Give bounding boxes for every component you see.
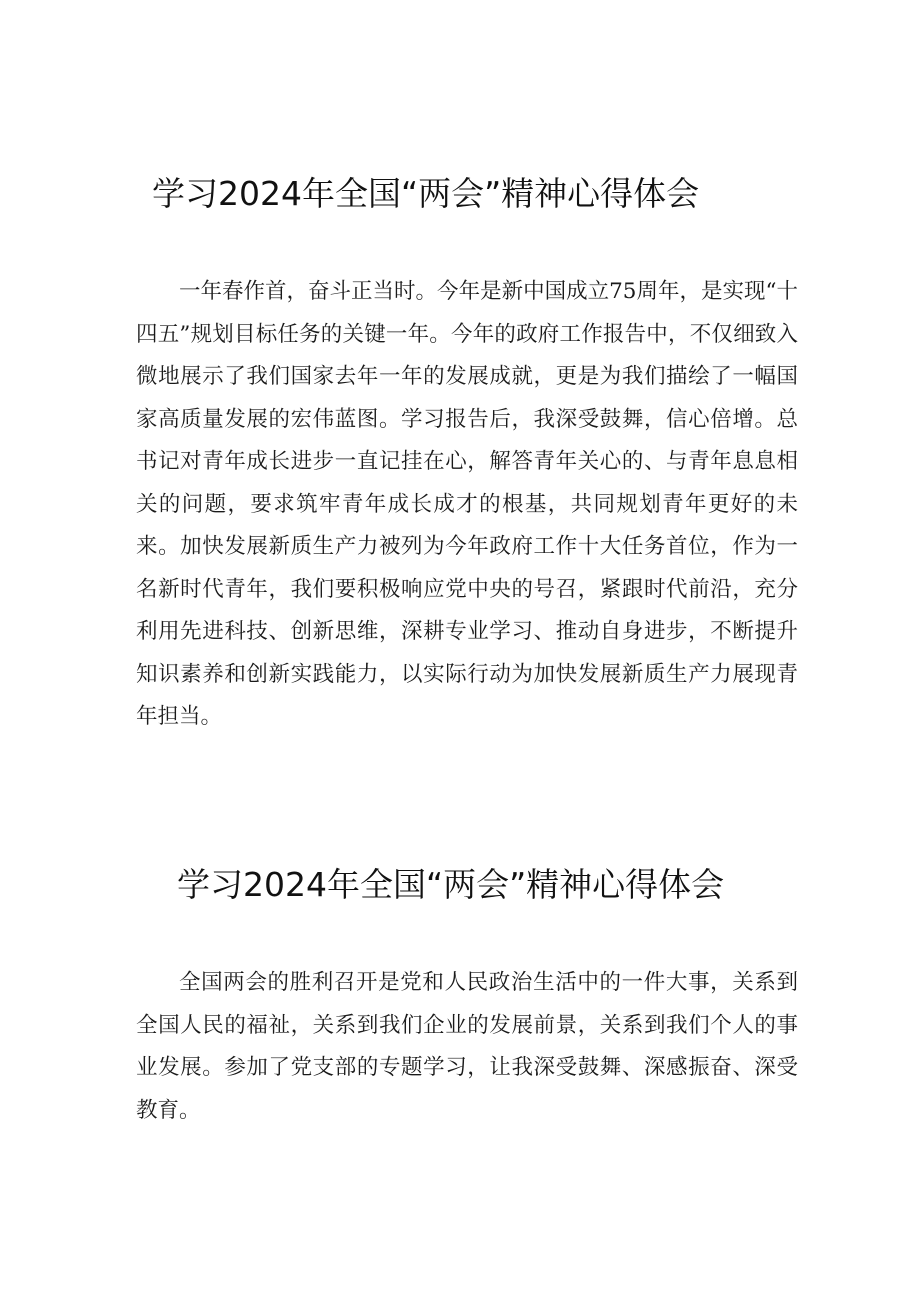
section-body-1: 一年春作首，奋斗正当时。今年是新中国成立75周年，是实现“十四五”规划目标任务的关键一年。今年的政府工作报告中，不仅细致入微地展示了我们国家去年一年的发展成就，更是为我们描绘了一幅国家高质量发展的宏伟蓝图。学习报告后，我深受鼓舞，信心倍增。总书记对青年成长进步一直记挂在心，解答青年关心的、与青年息息相关的问题，要求筑牢青年成长成才的根基，共同规划青年更好的未来。加快发展新质生产力被列为今年政府工作十大任务首位，作为一名新时代青年，我们要积极响应党中央的号召，紧跟时代前沿，充分利用先进科技、创新思维，深耕专业学习、推动自身进步，不断提升知识素养和创新实践能力，以实际行动为加快发展新质生产力展现青年担当。 <box>136 279 798 729</box>
section-title-2: 学习2024年全国“两会”精神心得体会 <box>177 865 725 904</box>
section-body-2: 全国两会的胜利召开是党和人民政治生活中的一件大事，关系到全国人民的福祉，关系到我们企业的发展前景，关系到我们个人的事业发展。参加了党支部的专题学习，让我深受鼓舞、深感振奋、深受教育。 <box>136 970 798 1123</box>
section-title-1: 学习2024年全国“两会”精神心得体会 <box>152 174 700 213</box>
